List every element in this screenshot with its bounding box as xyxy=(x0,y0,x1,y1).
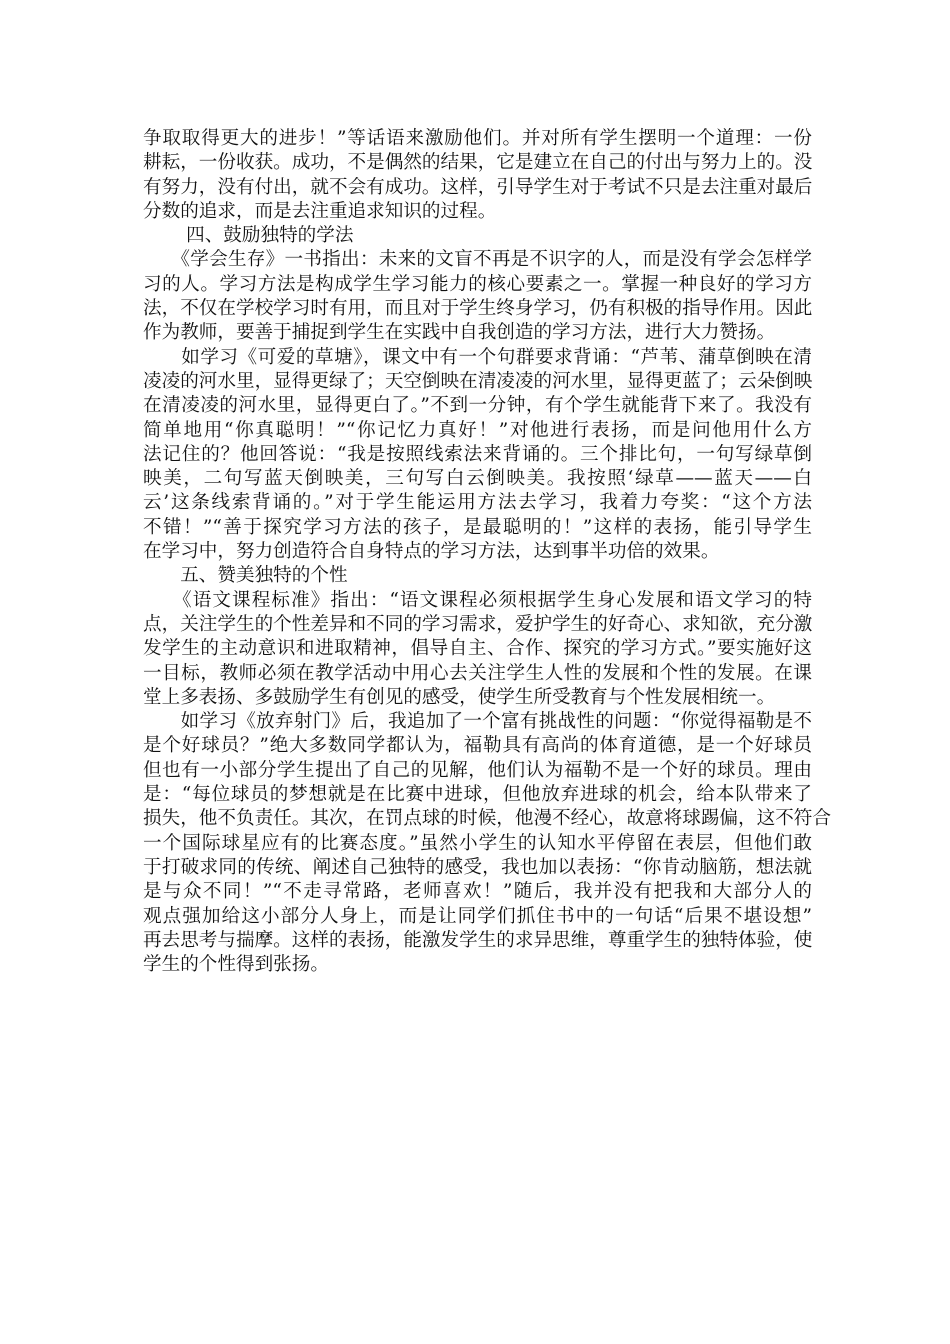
text-line: 一目标，教师必须在教学活动中用心去关注学生人性的发展和个性的发展。在课 xyxy=(143,662,812,684)
text-line: 简单地用“你真聪明！”“你记忆力真好！”对他进行表扬，而是问他用什么方 xyxy=(143,419,812,441)
text-line: 是与众不同！”“不走寻常路，老师喜欢！”随后，我并没有把我和大部分人的 xyxy=(143,881,812,903)
text-line: 《学会生存》一书指出：未来的文盲不再是不识字的人，而是没有学会怎样学 xyxy=(143,249,812,271)
text-line: 争取取得更大的进步！”等话语来激励他们。并对所有学生摆明一个道理：一份 xyxy=(143,128,812,149)
paragraph xyxy=(143,248,812,345)
text-line: 点，关注学生的个性差异和不同的学习需求，爱护学生的好奇心、求知欲，充分激 xyxy=(143,613,813,635)
document-body xyxy=(143,127,831,977)
section-heading xyxy=(143,224,812,248)
text-line: 是：“每位球员的梦想就是在比赛中进球，但他放弃进球的机会，给本队带来了 xyxy=(143,784,812,806)
text-line: 分数的追求，而是去注重追求知识的过程。 xyxy=(143,200,497,222)
paragraph xyxy=(143,346,812,565)
text-line: 是个好球员？”绝大多数同学都认为，福勒具有高尚的体育道德，是一个好球员 xyxy=(143,735,812,757)
text-line: 凌凌的河水里，显得更绿了；天空倒映在清凌凌的河水里，显得更蓝了；云朵倒映 xyxy=(143,370,813,392)
text-line: 但也有一小部分学生提出了自己的见解，他们认为福勒不是一个好的球员。理由 xyxy=(143,759,812,781)
text-line: 学生的个性得到张扬。 xyxy=(143,954,329,976)
text-line: 如学习《可爱的草塘》，课文中有一个句群要求背诵：“芦苇、蒲草倒映在清 xyxy=(143,346,812,368)
text-line: 耕耘，一份收获。成功，不是偶然的结果，它是建立在自己的付出与努力上的。没 xyxy=(143,152,813,174)
paragraph xyxy=(143,710,831,977)
text-line: 于打破求同的传统、阐述自己独特的感受，我也加以表扬：“你肯动脑筋，想法就 xyxy=(143,856,812,878)
section-heading xyxy=(143,564,812,588)
text-line: 发学生的主动意识和进取精神，倡导自主、合作、探究的学习方式。”要实施好这 xyxy=(143,638,812,660)
text-line: 五、赞美独特的个性 xyxy=(143,565,348,587)
text-line: 映美，二句写蓝天倒映美，三句写白云倒映美。我按照‘绿草——蓝天——白 xyxy=(143,468,812,490)
text-line: 观点强加给这小部分人身上，而是让同学们抓住书中的一句话“后果不堪设想” xyxy=(143,905,812,927)
text-line: 四、鼓励独特的学法 xyxy=(143,225,354,247)
text-line: 作为教师，要善于捕捉到学生在实践中自我创造的学习方法，进行大力赞扬。 xyxy=(143,322,776,344)
paragraph xyxy=(143,127,812,224)
text-line: 损失，他不负责任。其次，在罚点球的时候，他漫不经心，故意将球踢偏，这不符合 xyxy=(143,808,831,830)
text-line: 在学习中，努力创造符合自身特点的学习方法，达到事半功倍的效果。 xyxy=(143,541,720,563)
text-line: 不错！”“善于探究学习方法的孩子，是最聪明的！”这样的表扬，能引导学生 xyxy=(143,516,812,538)
text-line: 云’这条线索背诵的。”对于学生能运用方法去学习，我着力夸奖：“这个方法 xyxy=(143,492,812,514)
text-line: 堂上多表扬、多鼓励学生有创见的感受，使学生所受教育与个性发展相统一。 xyxy=(143,686,776,708)
text-line: 法，不仅在学校学习时有用，而且对于学生终身学习，仍有积极的指导作用。因此 xyxy=(143,298,813,320)
paragraph xyxy=(143,589,812,710)
text-line: 《语文课程标准》指出：“语文课程必须根据学生身心发展和语文学习的特 xyxy=(143,589,812,611)
text-line: 如学习《放弃射门》后，我追加了一个富有挑战性的问题：“你觉得福勒是不 xyxy=(143,711,812,733)
text-line: 习的人。学习方法是构成学生学习能力的核心要素之一。掌握一种良好的学习方 xyxy=(143,273,812,295)
text-line: 一个国际球星应有的比赛态度。”虽然小学生的认知水平停留在表层，但他们敢 xyxy=(143,832,812,854)
text-line: 在清凌凌的河水里，显得更白了。”不到一分钟，有个学生就能背下来了。我没有 xyxy=(143,395,812,417)
text-line: 法记住的？他回答说：“我是按照线索法来背诵的。三个排比句，一句写绿草倒 xyxy=(143,443,812,465)
text-line: 再去思考与揣摩。这样的表扬，能激发学生的求异思维，尊重学生的独特体验，使 xyxy=(143,929,813,951)
text-line: 有努力，没有付出，就不会有成功。这样，引导学生对于考试不只是去注重对最后 xyxy=(143,176,813,198)
